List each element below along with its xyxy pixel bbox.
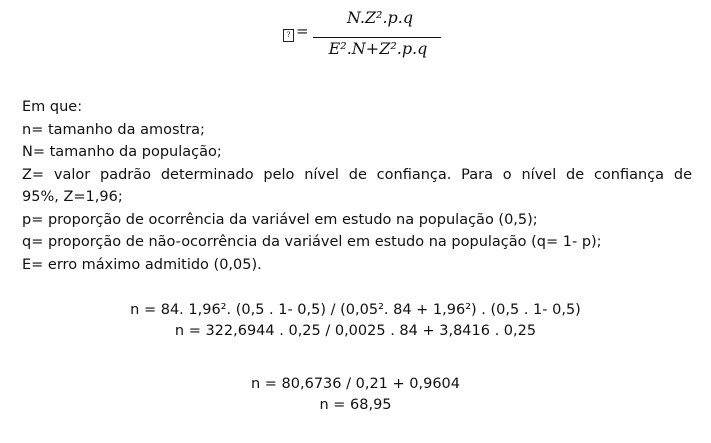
formula-left-side [283, 22, 309, 42]
definition-N: N= tamanho da população; [22, 144, 222, 160]
definitions-intro: Em que: [22, 99, 83, 115]
variable-definitions [22, 96, 692, 276]
definition-Z-line2: 95%, Z=1,96; [22, 189, 123, 205]
definition-E: E= erro máximo admitido (0,05). [22, 256, 262, 273]
missing-glyph-icon: ? [283, 29, 294, 42]
definition-n: n= tamanho da amostra; [22, 121, 205, 138]
formula-numerator: N.Z².p.q [346, 8, 414, 27]
calculation-block-2 [0, 374, 711, 416]
definition-q: q= proporção de não-ocorrência da variável em estudo na população (q= 1- p); [22, 234, 602, 250]
formula-denominator: E².N+Z².p.q [328, 39, 428, 58]
fraction-bar [313, 37, 441, 38]
calculation-step-2: n = 322,6944 . 0,25 / 0,0025 . 84 + 3,8416 . 0,25 [174, 323, 537, 339]
definition-Z-line1: Z= valor padrão determinado pelo nível de confiança. Para o nível de confiança de [22, 166, 692, 183]
sample-size-formula [283, 8, 443, 60]
formula-equals: = [296, 22, 309, 40]
calculation-step-1: n = 84. 1,96². (0,5 . 1- 0,5) / (0,05². 84 + 1,96²) . (0,5 . 1- 0,5) [130, 302, 581, 318]
calculation-step-3: n = 80,6736 / 0,21 + 0,9604 [250, 376, 460, 392]
definition-p: p= proporção de ocorrência da variável em estudo na população (0,5); [22, 211, 538, 228]
calculation-result: n = 68,95 [319, 397, 392, 413]
calculation-block-1 [0, 300, 711, 342]
